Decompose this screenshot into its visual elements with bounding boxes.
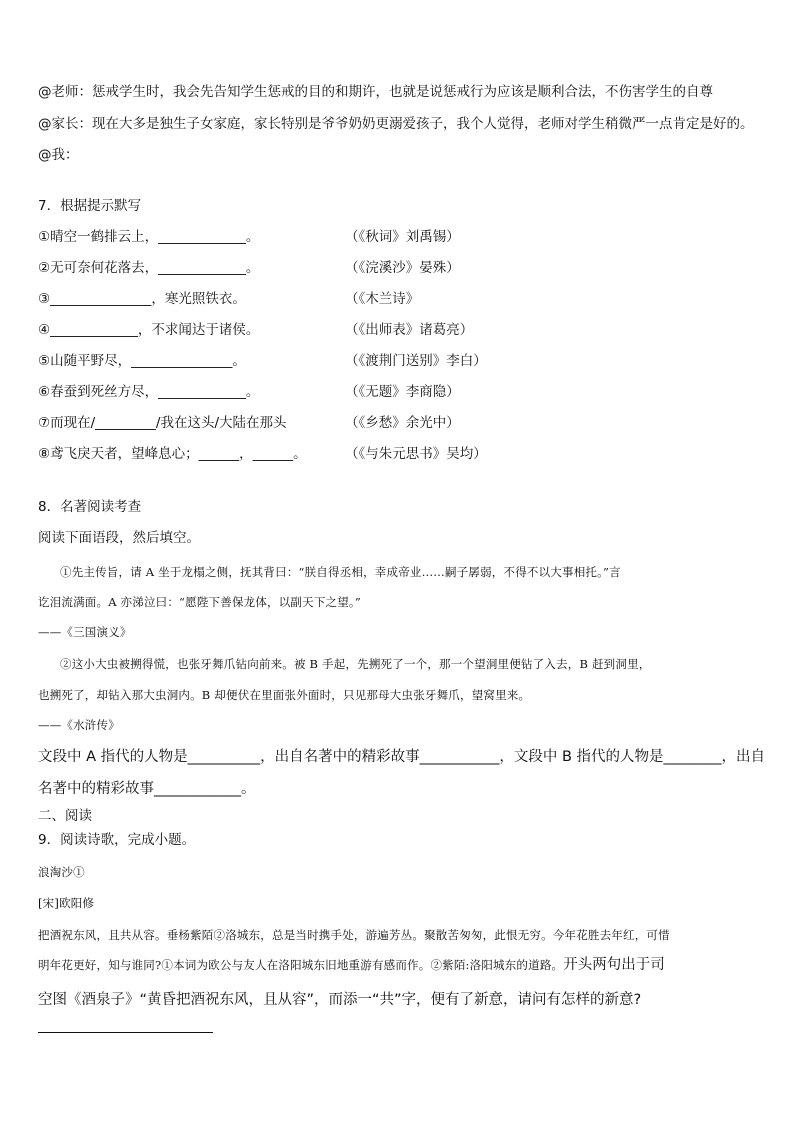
q7-title: 7．根据提示默写 — [38, 198, 142, 214]
q8-passage2-source: ——《水浒传》 — [38, 718, 120, 732]
q7-source-6: （《无题》李商隐） — [345, 384, 460, 400]
q8-passage1-line1: ①先主传旨，请 A 坐于龙榻之侧，抚其背曰：“朕自得丞相，幸成帝业……嗣子孱弱，不得不以大事相托。”言 — [60, 565, 621, 579]
my-comment: @我： — [38, 147, 79, 163]
teacher-comment: @老师：惩戒学生时，我会先告知学生惩戒的目的和期许，也就是说惩戒行为应该是顺利合法，不伤害学生的自尊 — [38, 84, 713, 100]
parent-comment: @家长：现在大多是独生子女家庭，家长特别是爷爷奶奶更溺爱孩子，我个人觉得，老师对学生稍微严一点肯定是好的。 — [38, 116, 754, 132]
q7-item-5: ⑤山随平野尽，_______________。 — [38, 353, 246, 369]
section-reading: 二、阅读 — [38, 808, 92, 824]
q8-passage1-line2: 讫泪流满面。A 亦涕泣曰：“愿陛下善保龙体，以副天下之望。” — [38, 595, 361, 609]
q7-source-5: （《渡荆门送别》李白） — [345, 353, 487, 369]
answer-line — [38, 1032, 213, 1033]
q7-item-4: ④_____________，不求闻达于诸侯。 — [38, 322, 260, 338]
q7-source-8: （《与朱元思书》吴均） — [345, 446, 487, 462]
q9-question-line: 空图《酒泉子》“黄昏把酒祝东风，且从容”，而添一“共”字，便有了新意，请问有怎样的新意? — [38, 992, 642, 1008]
q7-source-1: （《秋词》刘禹锡） — [345, 229, 460, 245]
q8-passage2-line2: 也搠死了，却钻入那大虫洞内。B 却便伏在里面张外面时，只见那母大虫张牙舞爪，望窝里来。 — [38, 688, 531, 702]
poem-text-line1: 把酒祝东风，且共从容。垂杨紫陌②洛城东，总是当时携手处，游遍芳丛。聚散苦匆匆，此恨无穷。今年花胜去年红，可惜 — [38, 928, 670, 942]
poem-text-line2 — [38, 955, 665, 975]
poem-author: [宋]欧阳修 — [38, 896, 95, 910]
q8-instruction: 阅读下面语段，然后填空。 — [38, 530, 200, 546]
q7-item-6: ⑥春蚕到死丝方尽，_____________。 — [38, 384, 260, 400]
q9-question-start: 开头两句出于司 — [563, 957, 665, 973]
poem-title: 浪淘沙① — [38, 865, 85, 879]
q7-item-8: ⑧鸢飞戾天者，望峰息心；______，______。 — [38, 446, 307, 462]
q7-item-3: ③_______________，寒光照铁衣。 — [38, 291, 246, 307]
q7-source-7: （《乡愁》余光中） — [345, 415, 460, 431]
q8-fill-line1: 文段中 A 指代的人物是__________，出自名著中的精彩故事___________，文段中 B 指代的人物是________，出自 — [38, 749, 766, 765]
q7-source-4: （《出师表》诸葛亮） — [345, 322, 474, 338]
poem-notes: 明年花更好，知与谁同?①本词为欧公与友人在洛阳城东旧地重游有感而作。②紫陌:洛阳城东的道路。 — [38, 958, 564, 972]
q9-title: 9．阅读诗歌，完成小题。 — [38, 832, 196, 848]
q7-item-1: ①晴空一鹤排云上，_____________。 — [38, 229, 260, 245]
q7-item-2: ②无可奈何花落去，_____________。 — [38, 260, 260, 276]
q7-source-3: （《木兰诗》 — [345, 291, 420, 307]
q8-fill-line2: 名著中的精彩故事____________。 — [38, 781, 256, 797]
q8-passage1-source: ——《三国演义》 — [38, 625, 132, 639]
q8-passage2-line1: ②这小大虫被搠得慌，也张牙舞爪钻向前来。被 B 手起，先搠死了一个，那一个望洞里便钻了入去，B 赶到洞里， — [60, 657, 651, 671]
q7-source-2: （《浣溪沙》晏殊） — [345, 260, 460, 276]
q8-title: 8．名著阅读考查 — [38, 499, 142, 515]
q7-item-7: ⑦而现在/_________/我在这头/大陆在那头 — [38, 415, 287, 431]
